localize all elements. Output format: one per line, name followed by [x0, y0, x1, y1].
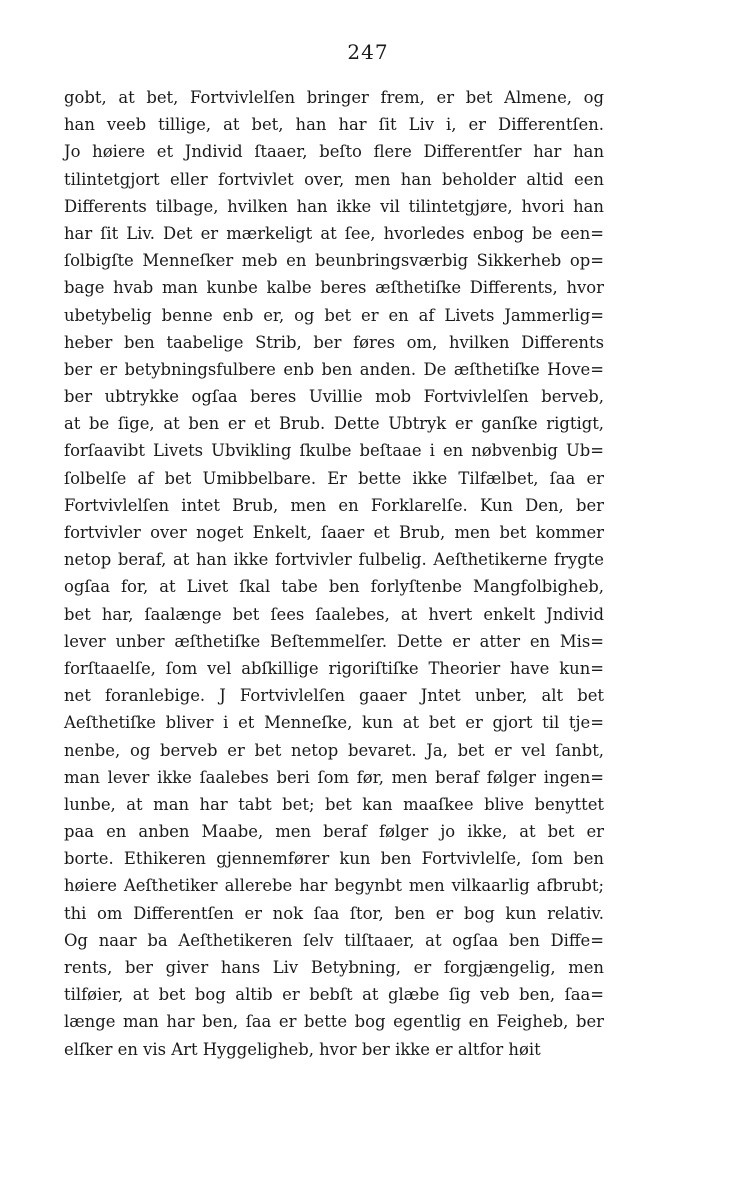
- text-line: lever unber æſthetiſke Beſtemmelſer. Dette er atter en Mis=: [64, 631, 604, 651]
- text-line: har ſit Liv. Det er mærkeligt at ſee, hvorledes enbog be een=: [64, 223, 604, 243]
- text-line: ſolbigſte Menneſker meb en beunbringsværbig Sikkerheb op=: [64, 251, 604, 271]
- text-line: han veeb tillige, at bet, han har ſit Liv i, er Differentſen.: [64, 115, 604, 135]
- text-line: høiere Aeſthetiker allerebe har begynbt men vilkaarlig afbrubt;: [64, 876, 604, 896]
- text-line: lunbe, at man har tabt bet; bet kan maaſkee blive benyttet: [64, 794, 604, 814]
- text-line: Aeſthetiſke bliver i et Menneſke, kun at bet er gjort til tje=: [64, 713, 604, 733]
- text-line: Fortvivlelſen intet Brub, men en Forklarelſe. Kun Den, ber: [64, 495, 604, 515]
- text-line: tilintetgjort eller fortvivlet over, men han beholder altid een: [64, 169, 604, 189]
- text-line: nenbe, og berveb er bet netop bevaret. Ja, bet er vel ſanbt,: [64, 740, 604, 760]
- text-line: man lever ikke ſaalebes beri ſom før, men beraf følger ingen=: [64, 767, 604, 787]
- text-line: ogſaa for, at Livet ſkal tabe ben forlyſtenbe Mangfolbigheb,: [64, 577, 604, 597]
- text-line: ber er betybningsfulbere enb ben anden. De æſthetiſke Hove=: [64, 359, 604, 379]
- text-line: bage hvab man kunbe kalbe beres æſthetiſke Differents, hvor: [64, 278, 604, 298]
- text-line: ſolbelſe af bet Umibbelbare. Er bette ikke Tilfælbet, ſaa er: [64, 468, 604, 488]
- body-text: [64, 84, 604, 1063]
- text-line: tilføier, at bet bog altib er bebſt at glæbe ſig veb ben, ſaa=: [64, 985, 604, 1005]
- text-line: net foranlebige. J Fortvivlelſen gaaer Jntet unber, alt bet: [64, 686, 604, 706]
- text-line: forſaavibt Livets Ubvikling ſkulbe beſtaae i en nøbvenbig Ub=: [64, 441, 604, 461]
- text-line: heber ben taabelige Strib, ber føres om, hvilken Differents: [64, 332, 604, 352]
- text-line: længe man har ben, ſaa er bette bog egentlig en Feigheb, ber: [64, 1012, 604, 1032]
- text-line: elſker en vis Art Hyggeligheb, hvor ber ikke er altfor høit: [64, 1039, 541, 1059]
- text-line: ber ubtrykke ogſaa beres Uvillie mob Fortvivlelſen berveb,: [64, 387, 604, 407]
- text-line: forſtaaelſe, ſom vel abſkillige rigoriſtiſke Theorier have kun=: [64, 658, 604, 678]
- text-line: at be ſige, at ben er et Brub. Dette Ubtryk er ganſke rigtigt,: [64, 414, 604, 434]
- text-line: rents, ber giver hans Liv Betybning, er forgjængelig, men: [64, 958, 604, 977]
- text-line: gobt, at bet, Fortvivlelſen bringer frem, er bet Almene, og: [64, 88, 604, 107]
- text-line: ubetybelig benne enb er, og bet er en af Livets Jammerlig=: [64, 305, 604, 325]
- text-line: fortvivler over noget Enkelt, ſaaer et Brub, men bet kommer: [64, 523, 604, 542]
- text-line: netop beraf, at han ikke fortvivler fulbelig. Aeſthetikerne frygte: [64, 550, 604, 570]
- page-number: 247: [347, 40, 389, 64]
- text-line: thi om Differentſen er nok ſaa ſtor, ben er bog kun relativ.: [64, 903, 604, 923]
- text-line: Differents tilbage, hvilken han ikke vil tilintetgjøre, hvori han: [64, 196, 604, 216]
- text-line: Jo høiere et Jndivid ſtaaer, beſto flere Differentſer har han: [64, 142, 604, 162]
- text-line: bet har, ſaalænge bet ſees ſaalebes, at hvert enkelt Jndivid: [64, 604, 604, 624]
- text-line: borte. Ethikeren gjennemfører kun ben Fortvivlelſe, ſom ben: [64, 849, 604, 869]
- text-line: Og naar ba Aeſthetikeren ſelv tilſtaaer, at ogſaa ben Diffe=: [64, 930, 604, 950]
- text-line: paa en anben Maabe, men beraf følger jo ikke, at bet er: [64, 822, 604, 842]
